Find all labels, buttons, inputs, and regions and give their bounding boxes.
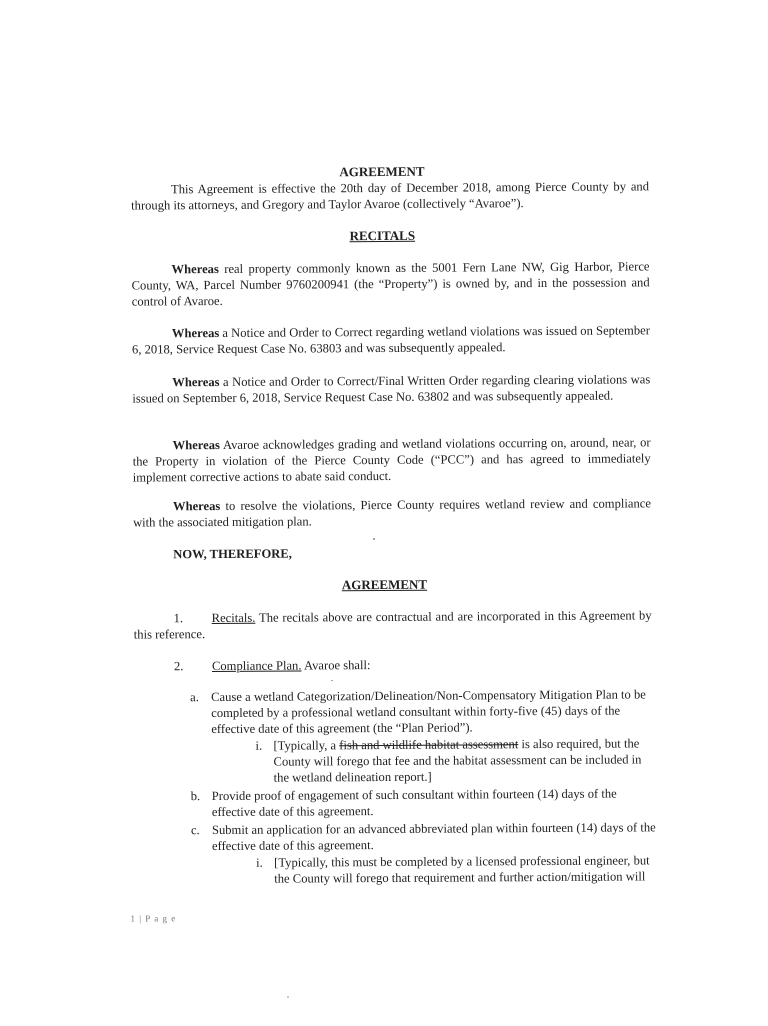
item-label: c.: [190, 823, 200, 838]
section-number: 1.: [173, 611, 184, 626]
intro-paragraph: [131, 178, 649, 213]
recital-text: a Notice and Order to Correct/Final Written Order regarding clearing violations was issued on September 6, 2018, Service Request Case No. 63802 and was subsequently appealed.: [132, 372, 651, 406]
section-title: Compliance Plan.: [211, 658, 302, 674]
document-title: AGREEMENT: [339, 163, 425, 180]
section-number: 2.: [173, 659, 184, 674]
recital-text: real property commonly known as the 5001 Fern Lane NW, Gig Harbor, Pierce County, WA, Parcel Number 9760200941 (the “Property”) is owned by, and in the possession and control of Avaroe.: [131, 259, 650, 309]
page-footer: 1 | P a g e: [130, 913, 177, 924]
recitals-heading: RECITALS: [349, 227, 416, 244]
section-text: Avaroe shall:: [301, 658, 371, 673]
scan-speck: [373, 538, 375, 540]
recital-5: [133, 495, 651, 530]
whereas-label: Whereas: [171, 262, 219, 277]
whereas-label: Whereas: [172, 438, 220, 453]
item-label: b.: [190, 789, 201, 804]
whereas-label: Whereas: [172, 498, 221, 514]
sub-item-c-i: [242, 852, 657, 887]
recital-text: Avaroe acknowledges grading and wetland violations occurring on, around, near, or the Property in violation of the Pierce County Code (“PCC”) and has agreed to immediately implement corrective actions to abate said conduct.: [132, 435, 651, 485]
recital-3: [132, 371, 650, 406]
scan-speck: [331, 680, 333, 681]
compliance-list: [190, 686, 657, 889]
scan-speck: [287, 996, 289, 998]
item-label: a.: [190, 690, 199, 705]
whereas-label: Whereas: [171, 326, 220, 341]
sub-item-text: [Typically, this must be completed by a licensed professional engineer, but the County will forego that requirement and further action/mitigation will: [274, 853, 650, 886]
sub-item-label: i.: [255, 738, 263, 753]
sub-item-text-start: [Typically, a: [273, 738, 340, 753]
item-text: Provide proof of engagement of such consultant within fourteen (14) days of the effective date of this agreement.: [211, 786, 617, 820]
section-text: The recitals above are contractual and are incorporated in this Agreement by this reference.: [133, 608, 652, 642]
sub-item-text-end: is also required, but the County will forego that fee and the habitat assessment can be included in the wetland delineation report.]: [273, 736, 642, 785]
strikethrough-text: fish and wildlife habitat assessment: [339, 737, 519, 753]
section-1: [134, 607, 652, 642]
whereas-label: Whereas: [172, 375, 220, 390]
now-therefore: NOW, THEREFORE,: [173, 546, 292, 562]
sub-item-label: i.: [256, 855, 263, 870]
section-2: [134, 655, 652, 674]
now-therefore-line: [133, 543, 651, 562]
recital-1: [131, 258, 649, 309]
sub-item-a-i: [241, 735, 656, 786]
agreement-heading: AGREEMENT: [341, 576, 428, 593]
list-item-c: [191, 819, 657, 887]
item-text: Submit an application for an advanced abbreviated plan within fourteen (14) days of the effective date of this agreement.: [211, 820, 656, 854]
item-text: Cause a wetland Categorization/Delineation/Non-Compensatory Mitigation Plan to be completed by a professional wetland consultant within forty-five (45) days of the effective date of this agreement (the “Plan Period”).: [211, 687, 646, 737]
section-title: Recitals.: [211, 610, 256, 626]
list-item-b: [191, 785, 657, 820]
recital-4: [133, 434, 651, 485]
recital-2: [132, 322, 650, 357]
intro-text: This Agreement is effective the 20th day of December 2018, among Pierce County by and through its attorneys, and Gregory and Taylor Avaroe (collectively “Avaroe”).: [131, 179, 650, 213]
list-item-a: [190, 686, 657, 786]
recital-text: to resolve the violations, Pierce County requires wetland review and compliance with the associated mitigation plan.: [133, 496, 651, 530]
recital-text: a Notice and Order to Correct regarding wetland violations was issued on September 6, 2018, Service Request Case No. 63803 and was subsequently appealed.: [131, 323, 650, 357]
